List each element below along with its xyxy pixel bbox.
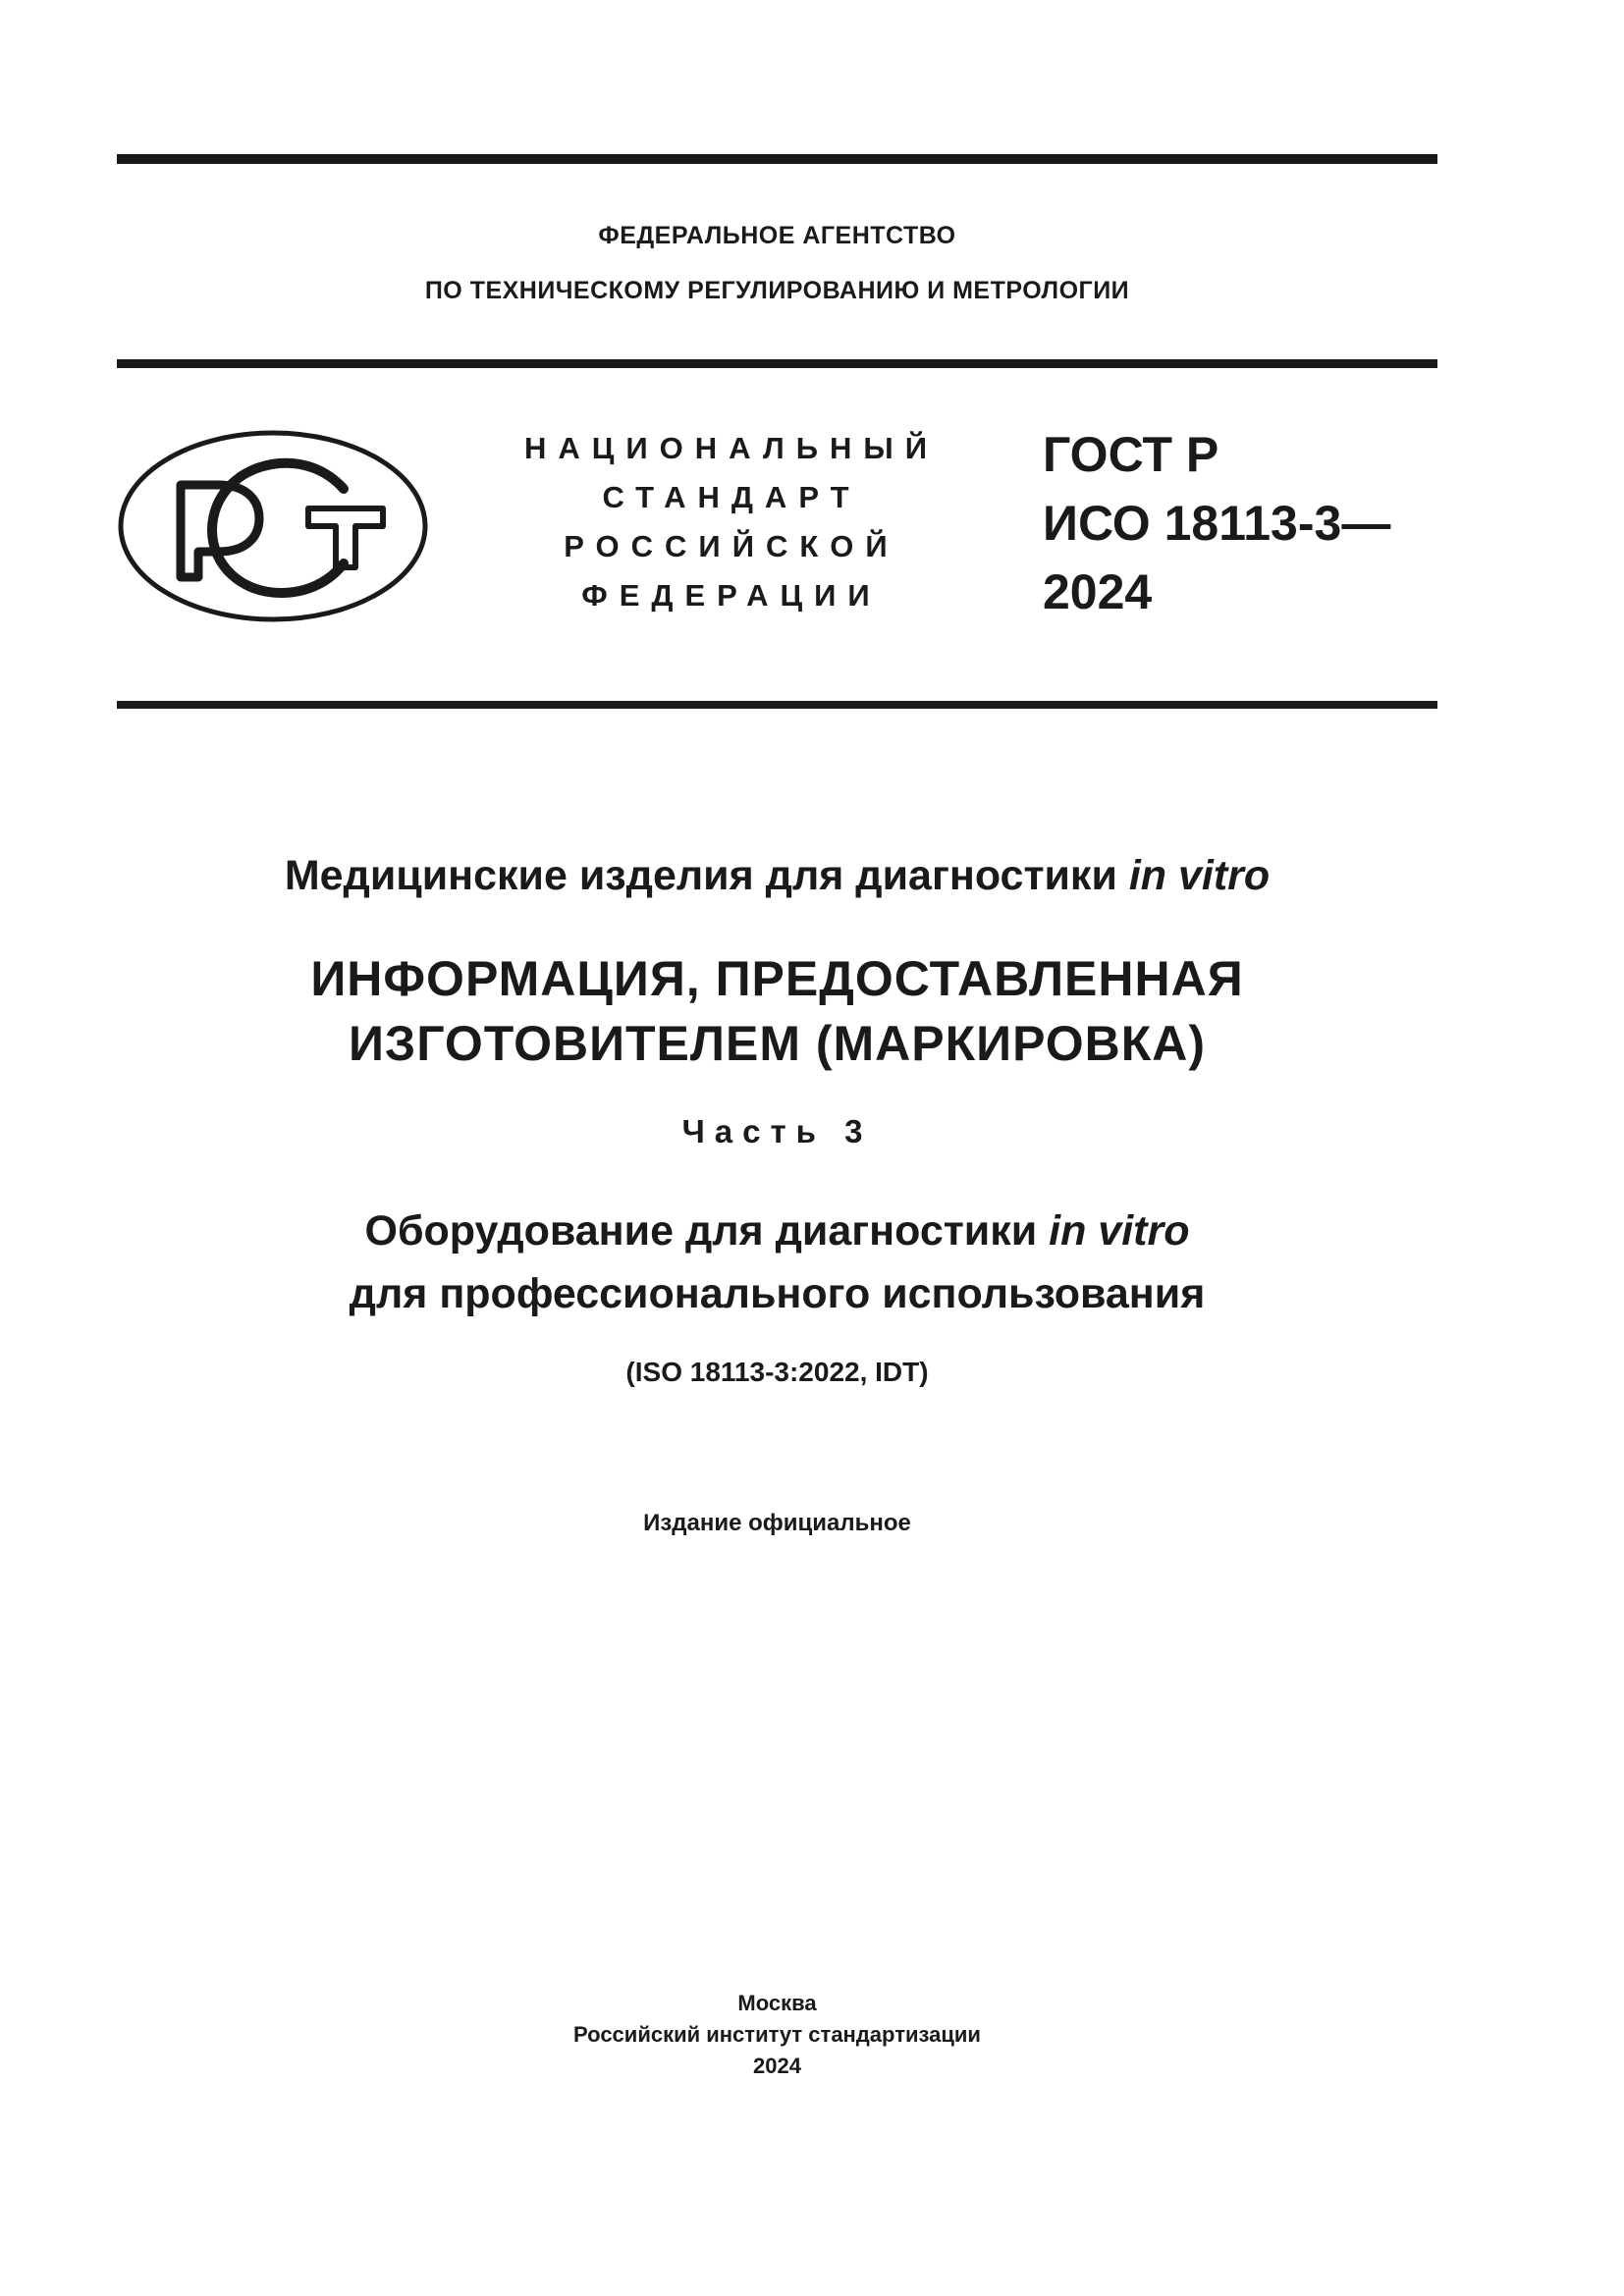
national-standard-label bbox=[511, 424, 952, 620]
national-standard-line: ФЕДЕРАЦИИ bbox=[581, 578, 882, 613]
part-title-line-2: для профессионального использования bbox=[349, 1270, 1206, 1317]
title-line-1: ИНФОРМАЦИЯ, ПРЕДОСТАВЛЕННАЯ bbox=[310, 951, 1244, 1006]
footer-publisher: Российский институт стандартизации bbox=[573, 2022, 981, 2047]
header-bottom-rule bbox=[117, 701, 1437, 709]
publisher-footer bbox=[117, 1988, 1437, 2082]
standard-designation bbox=[1043, 420, 1390, 626]
document-title bbox=[117, 946, 1437, 1076]
designation-line: ГОСТ Р bbox=[1043, 427, 1219, 482]
subtitle-text: Медицинские изделия для диагностики bbox=[284, 852, 1129, 899]
agency-line-1: ФЕДЕРАЛЬНОЕ АГЕНТСТВО bbox=[598, 222, 956, 249]
subtitle-italic: in vitro bbox=[1128, 852, 1271, 899]
header-rule bbox=[117, 359, 1437, 368]
national-standard-line: СТАНДАРТ bbox=[602, 480, 861, 514]
part-title-line-1 bbox=[117, 1200, 1437, 1262]
edition-label: Издание официальное bbox=[643, 1510, 911, 1536]
national-standard-line: РОССИЙСКОЙ bbox=[564, 529, 899, 563]
rst-certification-mark-icon bbox=[116, 428, 430, 624]
designation-line: 2024 bbox=[1043, 564, 1153, 619]
part-number: Часть 3 bbox=[681, 1113, 873, 1149]
footer-year: 2024 bbox=[753, 2054, 801, 2078]
iso-reference: (ISO 18113-3:2022, IDT) bbox=[625, 1357, 929, 1387]
part-title bbox=[117, 1200, 1437, 1325]
document-subtitle bbox=[117, 852, 1437, 900]
national-standard-line: НАЦИОНАЛЬНЫЙ bbox=[523, 431, 940, 465]
footer-city: Москва bbox=[737, 1991, 817, 2015]
designation-line: ИСО 18113-3— bbox=[1043, 496, 1391, 551]
agency-line-2: ПО ТЕХНИЧЕСКОМУ РЕГУЛИРОВАНИЮ И МЕТРОЛОГИИ bbox=[424, 277, 1130, 304]
part-title-text: Оборудование для диагностики bbox=[364, 1207, 1050, 1255]
top-rule bbox=[117, 154, 1437, 164]
title-line-2: ИЗГОТОВИТЕЛЕМ (МАРКИРОВКА) bbox=[348, 1016, 1207, 1071]
part-title-italic: in vitro bbox=[1049, 1207, 1190, 1255]
